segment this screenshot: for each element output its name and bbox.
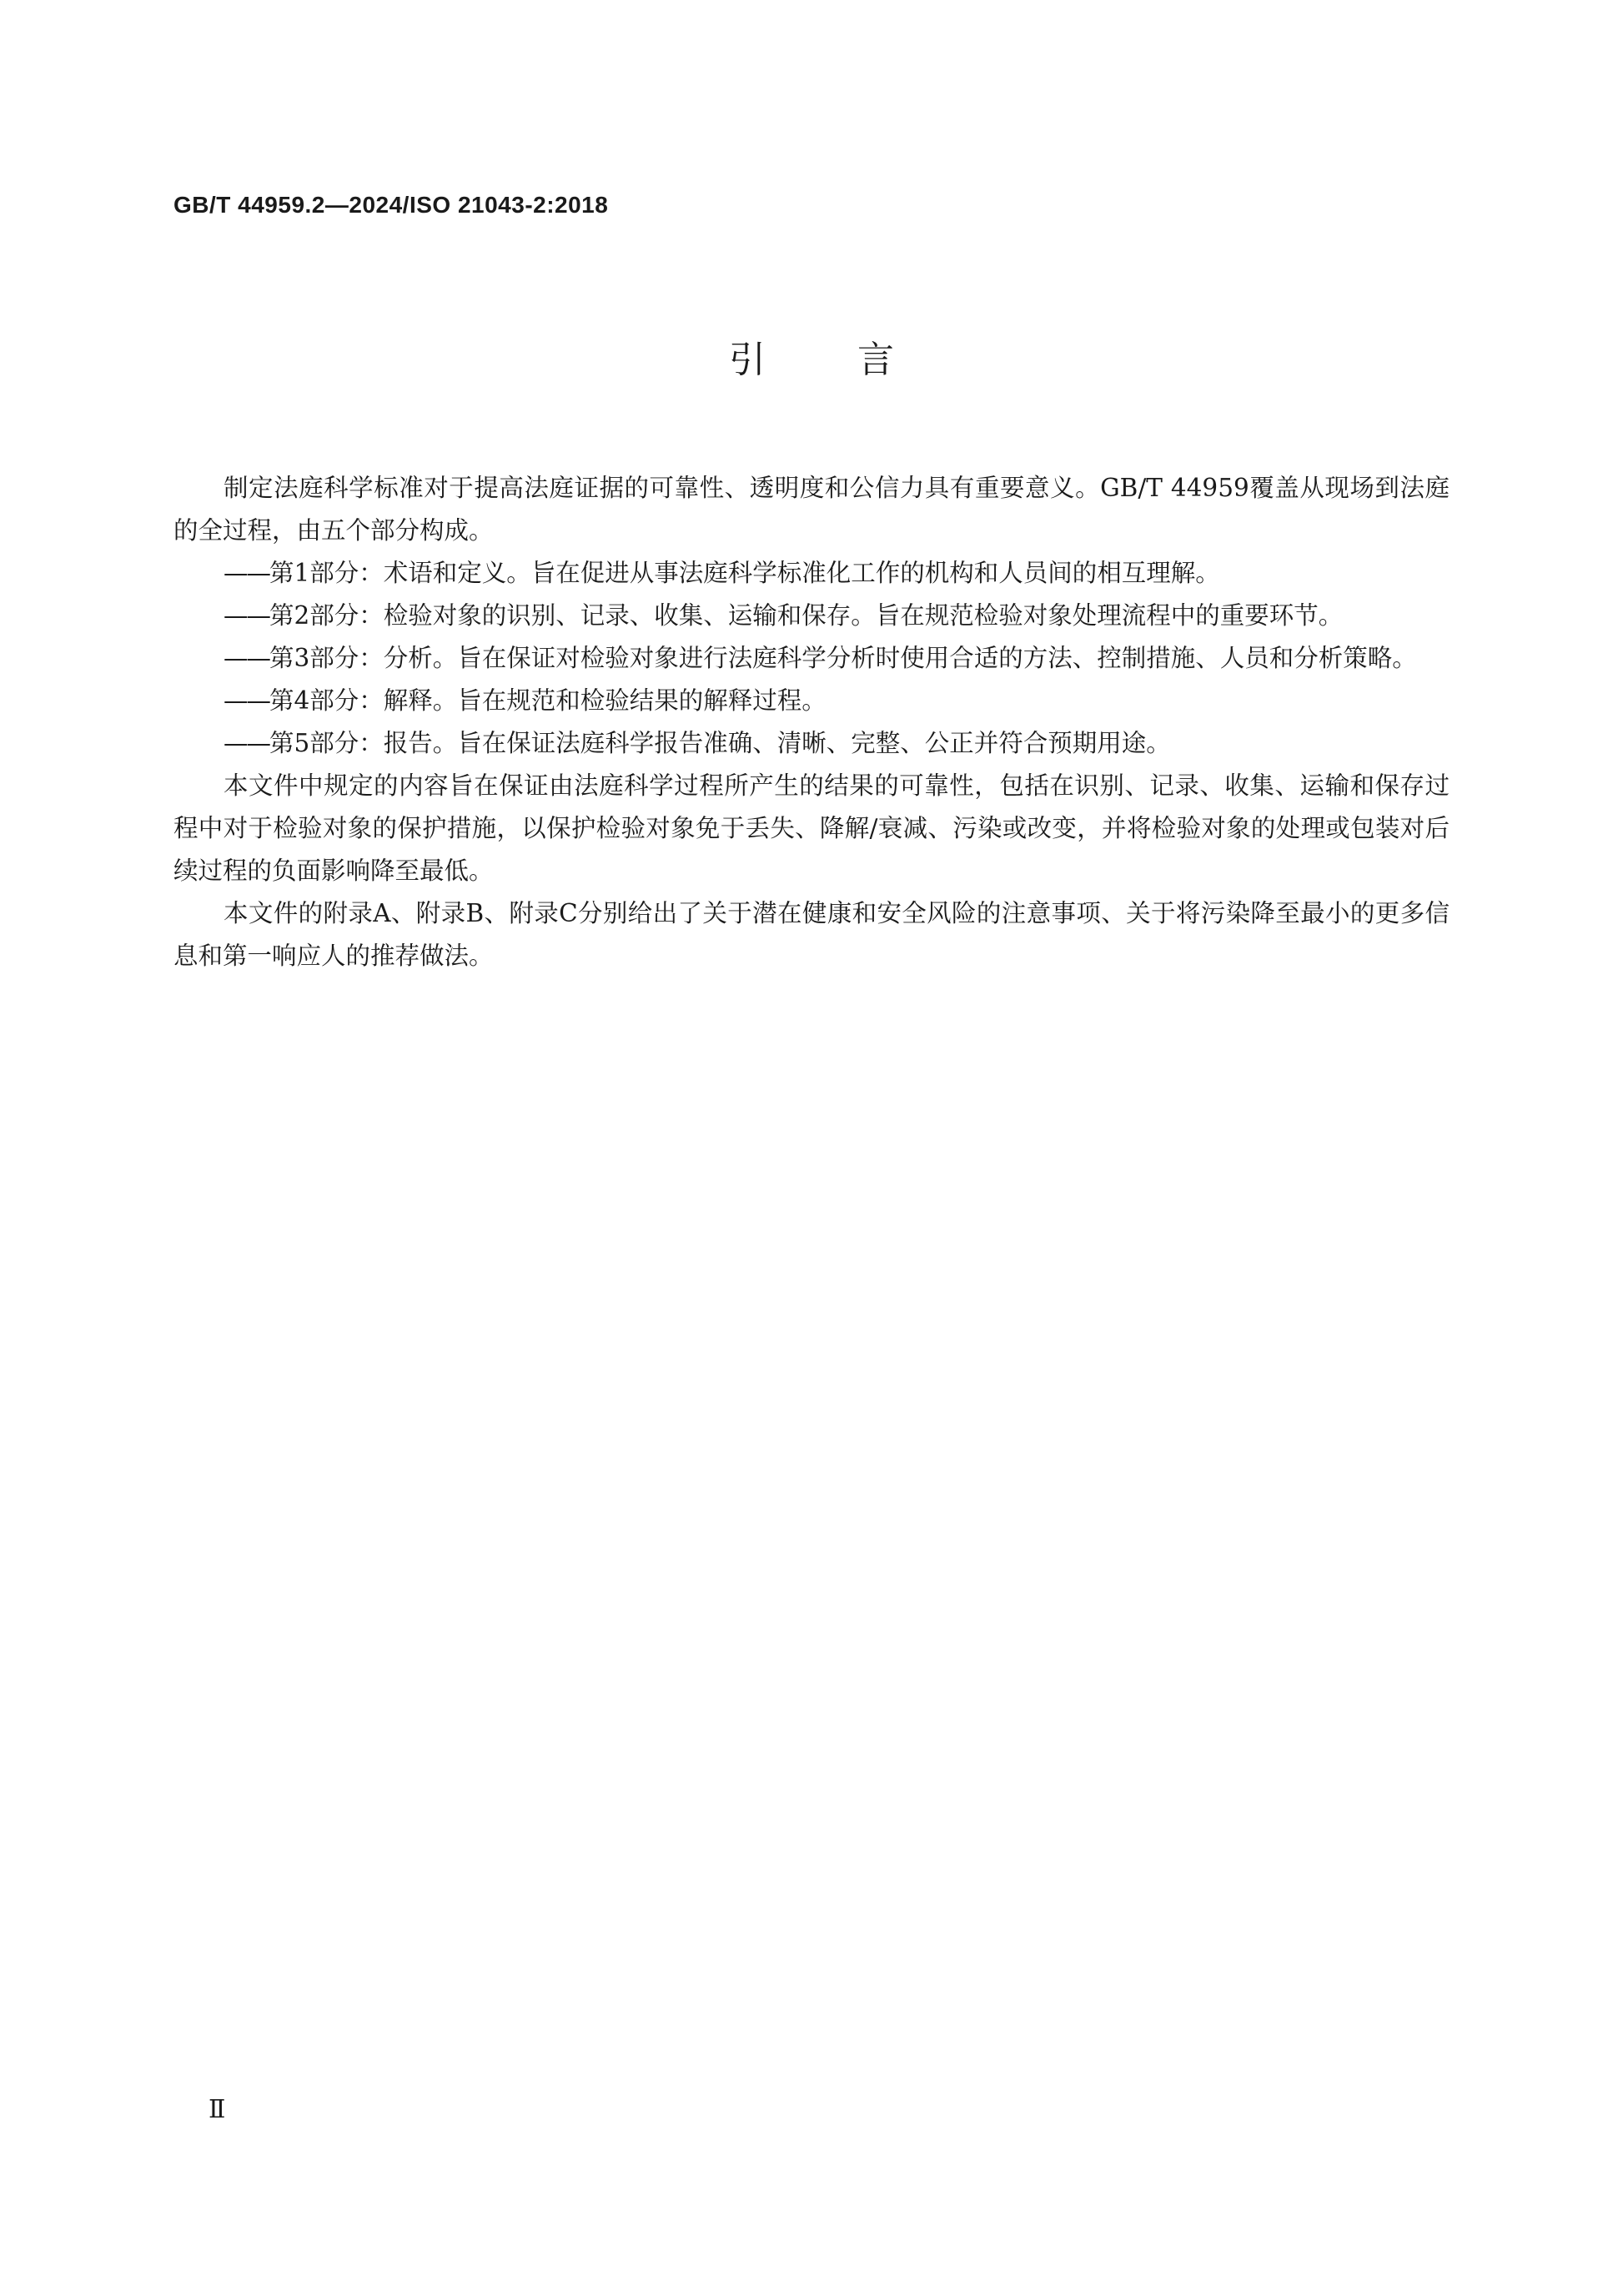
part-list-item xyxy=(173,680,1450,722)
part-text: 第3部分：分析。旨在保证对检验对象进行法庭科学分析时使用合适的方法、控制措施、人员和分析策略。 xyxy=(269,644,1417,672)
section-title: 引言 xyxy=(729,339,986,381)
part-list-item xyxy=(173,637,1450,680)
part-list-item xyxy=(173,595,1450,637)
scope-paragraph: 本文件中规定的内容旨在保证由法庭科学过程所产生的结果的可靠性，包括在识别、记录、收集、运输和保存过程中对于检验对象的保护措施，以保护检验对象免于丢失、降解/衰减、污染或改变，并将检验对象的处理或包装对后续过程的负面影响降至最低。 xyxy=(173,771,1450,885)
em-dash: —— xyxy=(224,644,269,672)
part-text: 第1部分：术语和定义。旨在促进从事法庭科学标准化工作的机构和人员间的相互理解。 xyxy=(269,559,1220,587)
em-dash: —— xyxy=(224,686,269,715)
intro-paragraph: 制定法庭科学标准对于提高法庭证据的可靠性、透明度和公信力具有重要意义。GB/T 44959覆盖从现场到法庭的全过程，由五个部分构成。 xyxy=(173,474,1450,545)
document-header xyxy=(173,192,608,219)
part-text: 第4部分：解释。旨在规范和检验结果的解释过程。 xyxy=(269,686,827,715)
page-number: Ⅱ xyxy=(209,2095,226,2124)
em-dash: —— xyxy=(224,729,269,757)
annexes-paragraph: 本文件的附录A、附录B、附录C分别给出了关于潜在健康和安全风险的注意事项、关于将污染降至最小的更多信息和第一响应人的推荐做法。 xyxy=(173,899,1450,970)
em-dash: —— xyxy=(224,601,269,630)
part-text: 第2部分：检验对象的识别、记录、收集、运输和保存。旨在规范检验对象处理流程中的重要环节。 xyxy=(269,601,1344,630)
em-dash: —— xyxy=(224,559,269,587)
part-list-item xyxy=(173,722,1450,765)
document-body xyxy=(173,467,1450,977)
part-text: 第5部分：报告。旨在保证法庭科学报告准确、清晰、完整、公正并符合预期用途。 xyxy=(269,729,1171,757)
standard-identifier: GB/T 44959.2—2024/ISO 21043-2:2018 xyxy=(173,192,609,218)
part-list-item xyxy=(173,552,1450,595)
